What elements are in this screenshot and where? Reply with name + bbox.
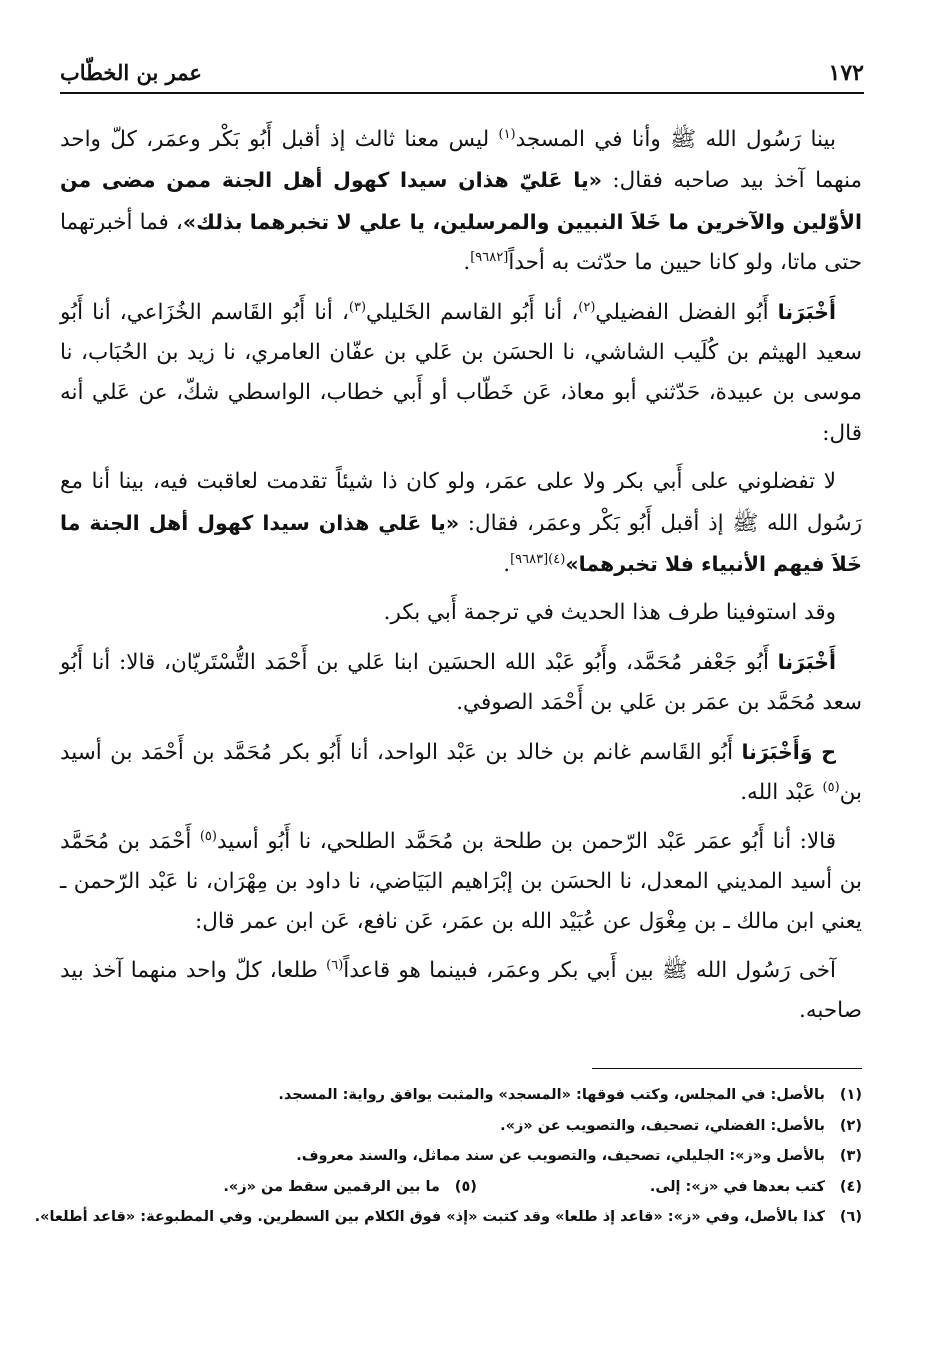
paragraph xyxy=(60,292,862,455)
page-number: ١٧٢ xyxy=(828,60,864,86)
running-title: عمر بن الخطّاب xyxy=(60,60,202,85)
footnote xyxy=(97,1172,477,1203)
footnotes xyxy=(34,1080,862,1233)
text-run: ليس معنا ثالث إذ أقبل أَبُو بَكْر وعمَر، كلّ واحد منهما آخذ بيد صاحبه فقال: xyxy=(60,127,862,194)
footnote xyxy=(60,1080,862,1111)
footnote-row xyxy=(60,1172,862,1203)
footnote-number: (٦) xyxy=(839,1209,862,1225)
paragraph xyxy=(60,642,862,724)
emphasized-text: أَخْبَرَنا xyxy=(777,299,836,324)
footnote-text: بالأصل و«ز»: الجليلي، تصحيف، والتصويب عن سند مماثل، والسند معروف. xyxy=(296,1148,825,1164)
paragraph xyxy=(60,822,862,943)
footnote-text: كذا بالأصل، وفي «ز»: «قاعد إذ طلعا» وقد كتبت «إذ» فوق الكلام بين السطرين. وفي المطبوعة: «قاعد أطلعا». xyxy=(34,1209,825,1225)
text-run: . xyxy=(463,250,471,276)
footnote-marker: (٢) xyxy=(578,299,596,315)
text-run: بينا رَسُول الله ﷺ وأنا في المسجد xyxy=(515,127,836,152)
footnote-text: كتب بعدها في «ز»: إلى. xyxy=(649,1178,825,1195)
footnote-marker: [٩٦٨٢] xyxy=(470,250,509,266)
footnote-text: بالأصل: في المجلس، وكتب فوقها: «المسجد» والمثبت يوافق رواية: المسجد. xyxy=(278,1087,825,1103)
text-run: أَبُو جَعْفر مُحَمَّد، وأَبُو عَبْد الله الحسَين ابنا عَلي بن أَحْمَد التُّسْتَريّان، قالا: أنا أَبُو سعد مُحَمَّد بن عمَر بن عَلي بن أَحْمَد الصوفي. xyxy=(60,649,862,716)
text-run: وقد استوفينا طرف هذا الحديث في ترجمة أَبي بكر. xyxy=(383,600,836,626)
page-header xyxy=(60,58,864,94)
text-run: عَبْد الله. xyxy=(740,780,823,806)
text-run: ، فما أخبرتهما حتى ماتا، ولو كانا حيين ما حدّثت به أحداً xyxy=(60,209,862,276)
text-run: ، أنا أَبُو القَاسم الخُزَاعي، أنا أَبُو سعيد الهيثم بن كُلَيب الشاشي، نا الحسَن بن عَلي بن عفّان العامري، نا زيد بن الحُبَاب، نا موسى بن عبيدة، حَدّثني أبو معاذ، عَن خَطّاب أو أَبي خطاب، الواسطي شكّ، عن عَلي أنه قال: xyxy=(60,299,862,446)
footnote-marker: (١) xyxy=(498,126,516,142)
paragraph xyxy=(60,120,862,284)
footnote xyxy=(60,1111,862,1142)
footnote-number: (٣) xyxy=(839,1148,862,1164)
footnote xyxy=(34,1202,862,1233)
emphasized-text: ح وَأَخْبَرَنا xyxy=(741,739,836,764)
footnote xyxy=(60,1141,862,1172)
text-run: ، أنا أَبُو القاسم الخَليلي xyxy=(366,299,579,325)
footnote-number: (٥) xyxy=(454,1178,477,1195)
footnote-divider xyxy=(592,1068,862,1069)
footnote-text: بالأصل: الفضلي، تصحيف، والتصويب عن «ز». xyxy=(500,1117,825,1134)
footnote-marker: (٦) xyxy=(326,957,344,973)
footnote-number: (٢) xyxy=(839,1117,862,1134)
footnote xyxy=(482,1172,862,1203)
text-run: أَبُو القَاسم غانم بن خالد بن عَبْد الواحد، أنا أَبُو بكر مُحَمَّد بن أَحْمَد بن أسيد بن xyxy=(60,739,862,806)
footnote-marker: (٥) xyxy=(822,779,840,795)
footnote-marker: (٤)[٩٦٨٣] xyxy=(510,551,566,567)
main-text xyxy=(60,120,862,1040)
text-run: لا تفضلوني على أَبي بكر ولا على عمَر، ولو كان ذا شيئاً تقدمت لعاقبت فيه، بينا أنا مع رَسُول الله ﷺ إذ أقبل أَبُو بَكْر وعمَر، فقال: xyxy=(60,469,863,536)
text-run: . xyxy=(503,552,511,578)
paragraph xyxy=(60,732,862,814)
emphasized-text: «يا عَلي هذان سيدا كهول أهل الجنة ما خَلاَ فيهم الأنبياء فلا تخبرهما» xyxy=(60,510,862,577)
paragraph xyxy=(60,462,862,585)
text-run: آخى رَسُول الله ﷺ بين أَبي بكر وعمَر، فبينما هو قاعداً xyxy=(343,957,836,983)
footnote-number: (١) xyxy=(839,1087,862,1103)
text-run: أَحْمَد بن مُحَمَّد بن أسيد المديني المعدل، نا الحسَن بن إبْرَاهيم البَيَاضي، نا داود بن مِهْرَان، نا عَبْد الرّحمن ـ يعني ابن مالك ـ بن مِغْوَل عن عُبَيْد الله بن عمَر، عَن نافع، عَن ابن عمر قال: xyxy=(60,828,862,935)
footnote-text: ما بين الرقمين سقط من «ز». xyxy=(223,1178,440,1195)
footnote-number: (٤) xyxy=(839,1178,862,1195)
text-run: قالا: أنا أَبُو عمَر عَبْد الرّحمن بن طلحة بن مُحَمَّد الطلحي، نا أَبُو أسيد xyxy=(216,828,836,854)
emphasized-text: «يا عَليّ هذان سيدا كهول أهل الجنة ممن مضى من الأوّلين والآخرين ما خَلاَ النبيين والمرسلين، يا علي لا تخبرهما بذلك» xyxy=(60,168,863,234)
paragraph xyxy=(60,593,862,633)
text-run: طلعا، كلّ واحد منهما آخذ بيد صاحبه. xyxy=(60,957,862,1024)
paragraph xyxy=(60,951,862,1032)
footnote-marker: (٥) xyxy=(199,828,217,844)
footnote-marker: (٣) xyxy=(348,299,367,315)
emphasized-text: أَخْبَرَنا xyxy=(777,649,836,674)
text-run: أَبُو الفضل الفضيلي xyxy=(595,299,778,325)
